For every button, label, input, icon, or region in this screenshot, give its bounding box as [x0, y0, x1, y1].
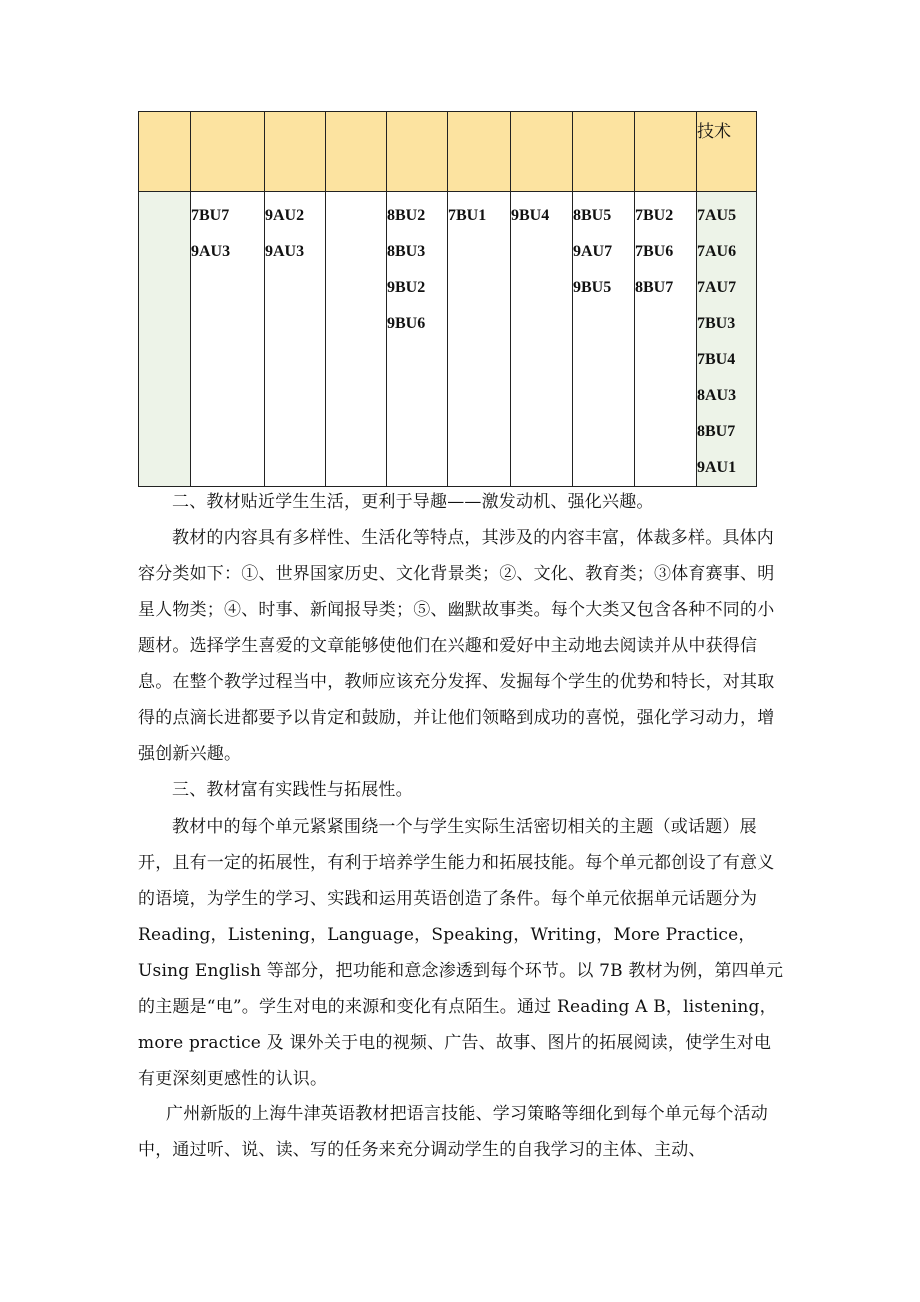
unit-code: 9AU3 — [265, 243, 305, 260]
table-cell — [191, 192, 265, 487]
unit-code: 9BU5 — [573, 279, 612, 296]
unit-code: 9AU1 — [697, 459, 737, 476]
paragraph-guangzhou: 广州新版的上海牛津英语教材把语言技能、学习策略等细化到每个单元每个活动中，通过听、说、读、写的任务来充分调动学生的自我学习的主体、主动、 — [138, 1104, 768, 1160]
unit-code: 7BU2 — [635, 207, 674, 224]
header-tech-label: 技术 — [697, 122, 731, 142]
header-cell — [326, 112, 387, 192]
table-row — [139, 192, 757, 487]
unit-code: 7BU3 — [697, 315, 736, 332]
unit-code: 8BU7 — [635, 279, 674, 296]
table-cell — [635, 192, 697, 487]
unit-code: 9BU4 — [511, 207, 550, 224]
table-cell — [573, 192, 635, 487]
table-cell — [139, 192, 191, 487]
unit-table — [138, 111, 757, 487]
unit-code: 7BU7 — [191, 207, 230, 224]
unit-code: 8BU3 — [387, 243, 426, 260]
unit-code: 7BU4 — [697, 351, 736, 368]
section-heading-2: 二、教材贴近学生生活，更利于导趣——激发动机、强化兴趣。 — [172, 492, 654, 512]
header-cell-tech — [697, 112, 757, 192]
table-cell — [326, 192, 387, 487]
table-cell — [387, 192, 448, 487]
unit-code: 7BU1 — [448, 207, 487, 224]
unit-code: 9AU7 — [573, 243, 613, 260]
unit-code: 9BU6 — [387, 315, 426, 332]
paragraph-practice: 教材中的每个单元紧紧围绕一个与学生实际生活密切相关的主题（或话题）展开，且有一定的拓展性，有利于培养学生能力和拓展技能。每个单元都创设了有意义的语境，为学生的学习、实践和运用英语创造了条件。每个单元依据单元话题分为Reading，Listening，Language，Speaking，Writing，More Practice，Using English 等部分，把功能和意念渗透到每个环节。以 7B 教材为例，第四单元的主题是“电”。学生对电的来源和变化有点陌生。通过 Reading A B，listening，more practice 及 课外关于电的视频、广告、故事、图片的拓展阅读，使学生对电有更深刻更感性的认识。 — [138, 817, 784, 1089]
header-cell — [573, 112, 635, 192]
header-cell — [191, 112, 265, 192]
header-cell — [635, 112, 697, 192]
unit-code: 8AU3 — [697, 387, 737, 404]
unit-code: 7BU6 — [635, 243, 674, 260]
header-cell — [387, 112, 448, 192]
paragraph-content-types: 教材的内容具有多样性、生活化等特点，其涉及的内容丰富，体裁多样。具体内容分类如下：①、世界国家历史、文化背景类；②、文化、教育类；③体育赛事、明星人物类；④、时事、新闻报导类；⑤、幽默故事类。每个大类又包含各种不同的小题材。选择学生喜爱的文章能够使他们在兴趣和爱好中主动地去阅读并从中获得信息。在整个教学过程当中，教师应该充分发挥、发掘每个学生的优势和特长，对其取得的点滴长进都要予以肯定和鼓励，并让他们领略到成功的喜悦，强化学习动力，增强创新兴趣。 — [138, 528, 775, 764]
unit-code: 9AU3 — [191, 243, 231, 260]
section-heading-3: 三、教材富有实践性与拓展性。 — [172, 780, 413, 800]
unit-code: 7AU7 — [697, 279, 737, 296]
table-cell — [265, 192, 326, 487]
header-cell — [511, 112, 573, 192]
header-cell — [448, 112, 511, 192]
unit-code: 9BU2 — [387, 279, 426, 296]
table-cell — [448, 192, 511, 487]
unit-code: 8BU2 — [387, 207, 426, 224]
unit-code: 7AU5 — [697, 207, 737, 224]
unit-code: 8BU5 — [573, 207, 612, 224]
table-cell — [511, 192, 573, 487]
header-cell — [265, 112, 326, 192]
table-cell — [697, 192, 757, 487]
unit-code: 7AU6 — [697, 243, 737, 260]
unit-code: 9AU2 — [265, 207, 305, 224]
unit-code: 8BU7 — [697, 423, 736, 440]
table-header-row — [139, 112, 757, 192]
header-cell — [139, 112, 191, 192]
